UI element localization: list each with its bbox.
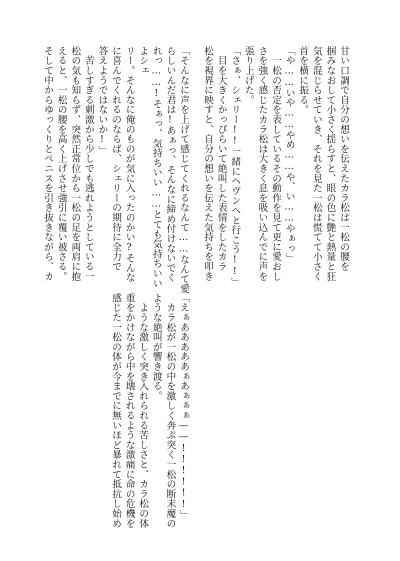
- text-column-top-right: 甘い口調で自分の想いを伝えたカラ松は一松の腰を 掴みなおして小さく揺らすと、眼の色に艶と熱量と狂 気を混じらせていき、それを見た一松は慌てて小さく 首を横に振る。 「や……いや……やめ……や、い……やぁっ」 一松の否定を表しているその動作を見て更に愛おし さを強く感じたカラ松は大きく息を吸い込んでに声を 張り上げた。 「さぁ、シェリー!!一緒にヘヴンへと行こう!!」 目を大きくかっぴらいて絶叫した表情をしたカラ 松を視界に映すと、自分の想いを伝えた気持ちを叩き: [202, 46, 349, 287]
- text-column-bottom-left: 「えぁあああああぁあぁぁぁ——!!!!!!」 カラ松が一松の中を激しく奔ぷ突く一松の断末魔の ような絶叫が響き渡る。 ような激しく突き入れられる苦しさと、カラ松の体 重をかけながら中を壊されるような激痛に命の危機を 感じた一松の体が今までに無いほど暴れて抵抗し始め: [110, 293, 189, 529]
- text-column-top-left: 「そんなに声を上げて感じてくれるなんて……なんて愛 らしいんだ君は!あぁっ、そんなに締め付けないでく れっ……!そぁっ、気持ちいい……とても気持ちいいよシェ リー。そんなに俺のものが気に入ったのかい?そんな に喜んでくれるのならば、シェリーの期待に全力で 答えようではないか!」 苦しすぎる刺激から少しでも逃れようとしている一 松の気も知らず、突然正常位から一松の足を両肩に抱 えると、一松の腰を高く上げさせ強引に覆い被さる。 そして中からゆっくりとペニスを引き抜きながら、カ: [42, 46, 189, 294]
